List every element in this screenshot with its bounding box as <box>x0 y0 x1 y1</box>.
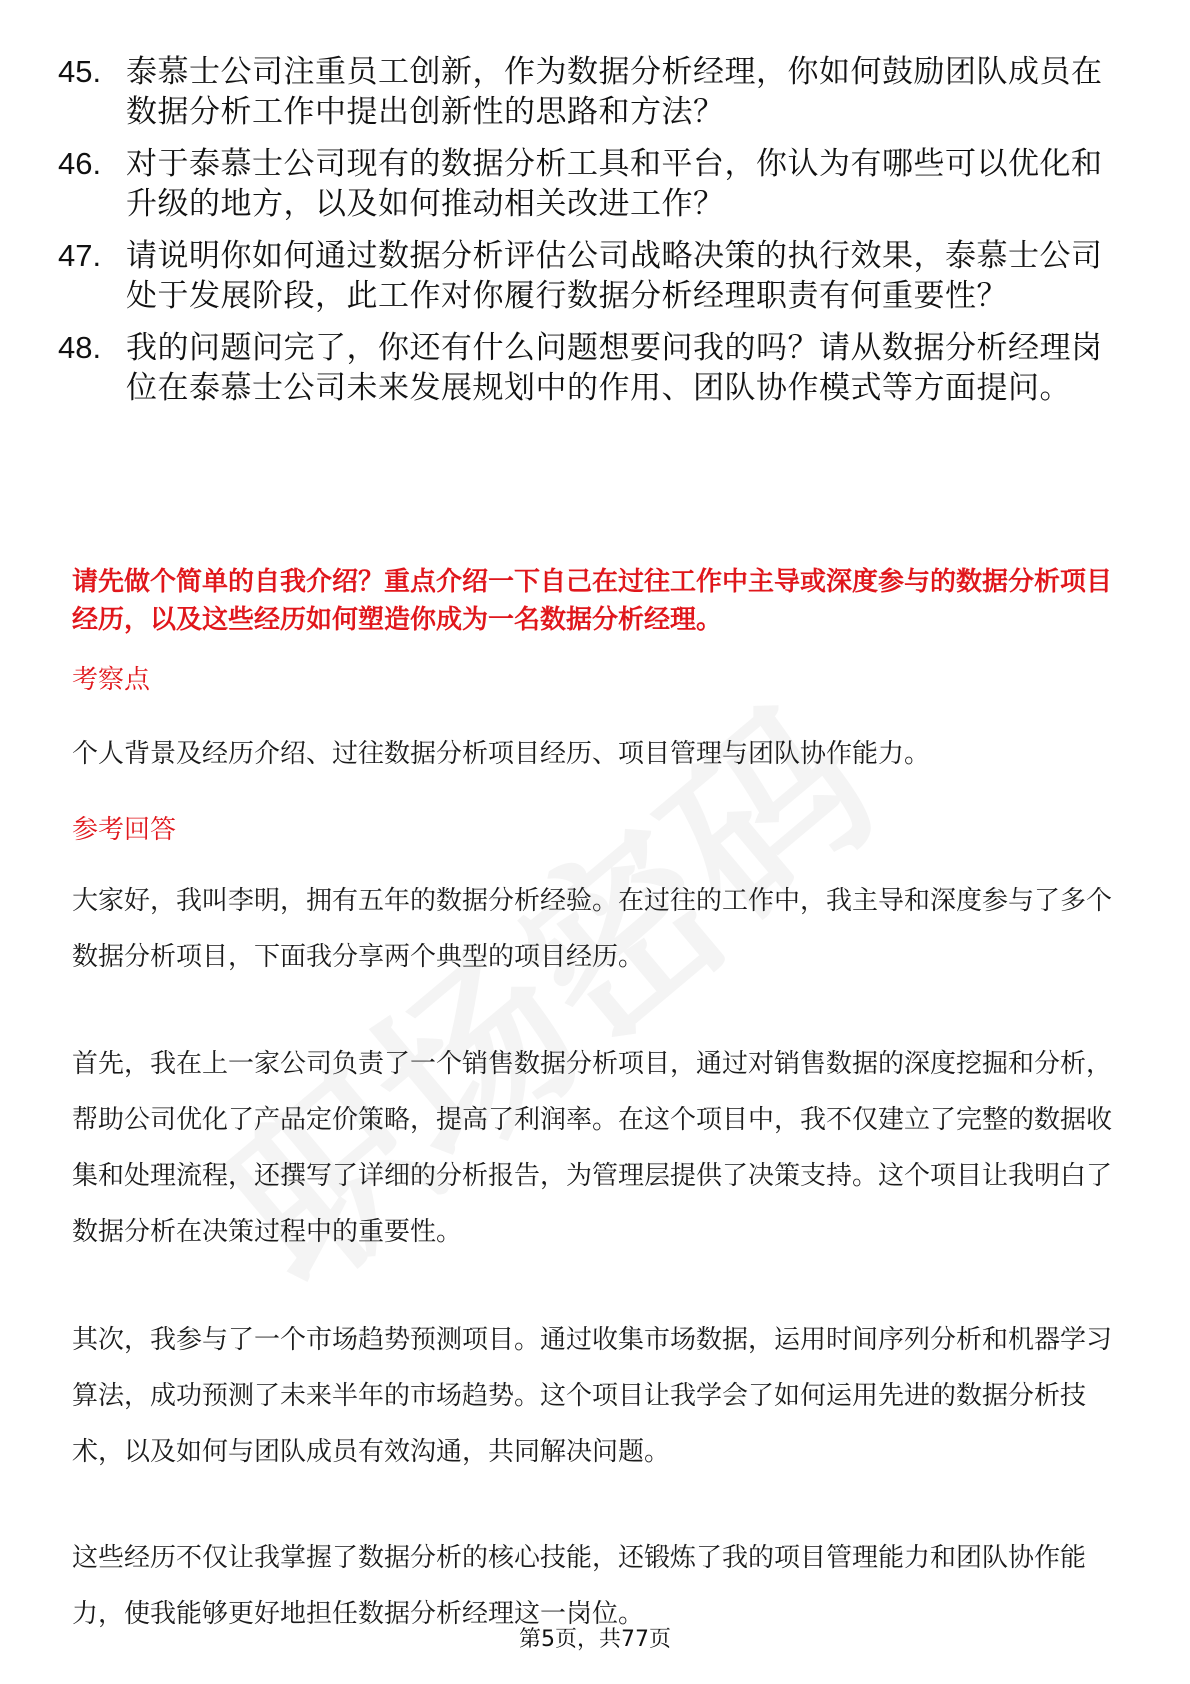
answer-paragraph-4: 这些经历不仅让我掌握了数据分析的核心技能，还锻炼了我的项目管理能力和团队协作能力，使我能够更好地担任数据分析经理这一岗位。 <box>72 1543 1087 1629</box>
page-number-footer: 第5页，共77页 <box>519 1627 671 1652</box>
focus-text: 个人背景及经历介绍、过往数据分析项目经历、项目管理与团队协作能力。 <box>72 739 931 769</box>
question-list <box>58 52 1118 420</box>
question-text: 泰慕士公司注重员工创新，作为数据分析经理，你如何鼓励团队成员在数据分析工作中提出创新性的思路和方法？ <box>126 54 1103 130</box>
answer-label: 参考回答 <box>72 815 177 845</box>
list-item <box>58 52 1118 132</box>
answer-paragraph-1: 大家好，我叫李明，拥有五年的数据分析经验。在过往的工作中，我主导和深度参与了多个数据分析项目，下面我分享两个典型的项目经历。 <box>72 886 1113 972</box>
answer-paragraph-3: 其次，我参与了一个市场趋势预测项目。通过收集市场数据，运用时间序列分析和机器学习算法，成功预测了未来半年的市场趋势。这个项目让我学会了如何运用先进的数据分析技术，以及如何与团队成员有效沟通，共同解决问题。 <box>72 1325 1113 1467</box>
interview-question-heading: 请先做个简单的自我介绍？重点介绍一下自己在过往工作中主导或深度参与的数据分析项目经历，以及这些经历如何塑造你成为一名数据分析经理。 <box>72 567 1113 635</box>
question-number: 48. <box>58 330 102 365</box>
list-item <box>58 144 1118 224</box>
focus-label: 考察点 <box>72 665 151 695</box>
question-text: 我的问题问完了，你还有什么问题想要问我的吗？请从数据分析经理岗位在泰慕士公司未来发展规划中的作用、团队协作模式等方面提问。 <box>126 330 1103 406</box>
question-text: 请说明你如何通过数据分析评估公司战略决策的执行效果，泰慕士公司处于发展阶段，此工作对你履行数据分析经理职责有何重要性？ <box>126 238 1103 314</box>
list-item <box>58 328 1118 408</box>
question-number: 45. <box>58 54 102 89</box>
answer-paragraph-2: 首先，我在上一家公司负责了一个销售数据分析项目，通过对销售数据的深度挖掘和分析，帮助公司优化了产品定价策略，提高了利润率。在这个项目中，我不仅建立了完整的数据收集和处理流程，还撰写了详细的分析报告，为管理层提供了决策支持。这个项目让我明白了数据分析在决策过程中的重要性。 <box>72 1049 1113 1247</box>
question-number: 47. <box>58 238 102 273</box>
question-text: 对于泰慕士公司现有的数据分析工具和平台，你认为有哪些可以优化和升级的地方，以及如何推动相关改进工作？ <box>126 146 1103 222</box>
list-item <box>58 236 1118 316</box>
question-number: 46. <box>58 146 102 181</box>
